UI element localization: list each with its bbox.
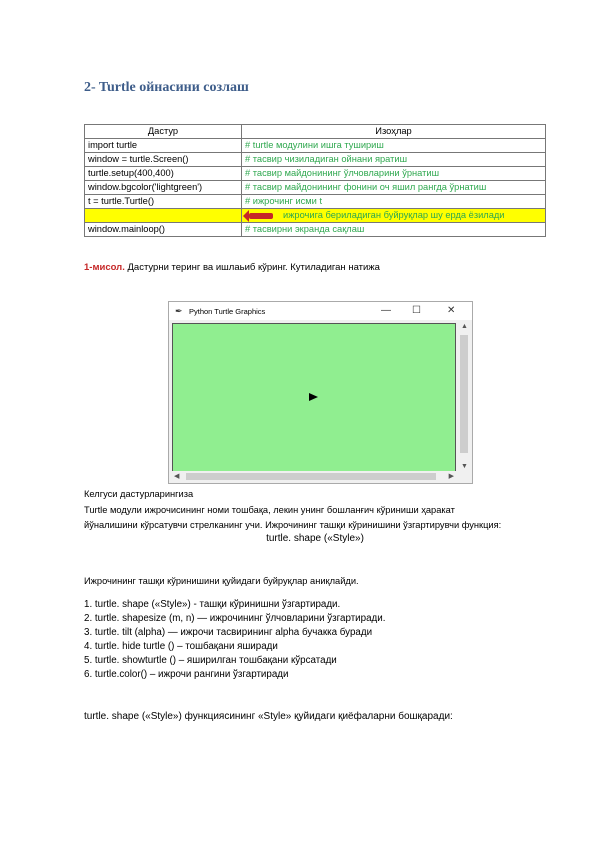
command-list [84, 598, 385, 682]
list-item: 6. turtle.color() – ижрочи рангини ўзгартиради [84, 669, 289, 680]
comment-cell: # turtle модулини ишга тушириш [242, 139, 546, 153]
feather-icon: ✒ [175, 306, 183, 316]
comment-text: ижрочига бериладиган буйруқлар шу ерда ёзилади [283, 210, 505, 220]
horizontal-scroll-thumb[interactable] [186, 473, 436, 480]
example-label: 1-мисол. [84, 262, 125, 273]
table-row [85, 223, 546, 237]
closing-paragraph: turtle. shape («Style») функциясининг «Style» қуйидаги қиёфаларни бошқаради: [84, 711, 453, 722]
code-cell: window = turtle.Screen() [85, 153, 242, 167]
table-row [85, 167, 546, 181]
scroll-left-icon[interactable]: ◀ [174, 473, 180, 480]
code-cell: turtle.setup(400,400) [85, 167, 242, 181]
table-row [85, 195, 546, 209]
left-arrow-icon [249, 213, 273, 219]
code-cell: window.mainloop() [85, 223, 242, 237]
section-heading: 2- Turtle ойнасини созлаш [84, 80, 249, 95]
vertical-scrollbar[interactable] [458, 323, 470, 470]
function-formula: turtle. shape («Style») [266, 533, 364, 544]
comment-cell: # тасвирни экранда сақлаш [242, 223, 546, 237]
table-row [85, 153, 546, 167]
list-item: 5. turtle. showturtle () – яширилган тошбақани кўрсатади [84, 655, 337, 666]
paragraph: Ижрочининг ташқи кўринишини қуйидаги буйруқлар аниқлайди. [84, 576, 359, 586]
list-item: 4. turtle. hide turtle () – тошбақани яширади [84, 641, 278, 652]
scroll-up-icon[interactable]: ▲ [461, 323, 468, 330]
comment-cell [242, 209, 546, 223]
horizontal-scrollbar[interactable] [172, 471, 456, 482]
paragraph: Turtle модули ижрочисининг номи тошбақа, лекин унинг бошланғич кўриниши ҳаракат [84, 505, 455, 515]
list-item: 3. turtle. tilt (alpha) — ижрочи тасвирининг alpha бучакка буради [84, 627, 373, 638]
column-header-comments: Изоҳлар [242, 125, 546, 139]
minimize-button[interactable]: — [381, 305, 391, 316]
table-row [85, 181, 546, 195]
turtle-arrow-icon [309, 393, 318, 401]
comment-cell: # тасвир майдонининг ўлчовларини ўрнатиш [242, 167, 546, 181]
code-cell: window.bgcolor('lightgreen') [85, 181, 242, 195]
maximize-button[interactable]: ☐ [412, 305, 421, 316]
paragraph: Келгуси дастурларингиза [84, 489, 194, 499]
code-cell: import turtle [85, 139, 242, 153]
comment-cell: # тасвир чизиладиган ойнани яратиш [242, 153, 546, 167]
program-table [84, 124, 546, 237]
close-button[interactable]: ✕ [447, 305, 456, 316]
comment-cell: # тасвир майдонининг фонини оч яшил рангда ўрнатиш [242, 181, 546, 195]
table-header-row [85, 125, 546, 139]
window-titlebar[interactable] [169, 302, 472, 320]
comment-cell: # ижрочинг исми t [242, 195, 546, 209]
example-text: Дастурни теринг ва ишлаьиб кўринг. Кутиладиган натижа [124, 262, 380, 273]
highlighted-table-row [85, 209, 546, 223]
list-item: 2. turtle. shapesize (m, n) — ижрочининг ўлчовларини ўзгартиради. [84, 613, 386, 624]
list-item: 1. turtle. shape («Style») - ташқи кўринишни ўзгартиради. [84, 599, 341, 610]
vertical-scroll-thumb[interactable] [460, 335, 468, 453]
window-title: Python Turtle Graphics [189, 307, 266, 316]
code-cell [85, 209, 242, 223]
turtle-canvas [172, 323, 456, 472]
code-cell: t = turtle.Turtle() [85, 195, 242, 209]
column-header-program: Дастур [85, 125, 242, 139]
table-row [85, 139, 546, 153]
example-line [84, 262, 380, 273]
turtle-window [168, 301, 473, 484]
scroll-right-icon[interactable]: ▶ [448, 473, 454, 480]
scroll-down-icon[interactable]: ▼ [461, 463, 468, 470]
paragraph: йўналишини кўрсатувчи стрелканинг учи. Ижрочининг ташқи кўринишини ўзгартирувчи функция: [84, 520, 502, 530]
